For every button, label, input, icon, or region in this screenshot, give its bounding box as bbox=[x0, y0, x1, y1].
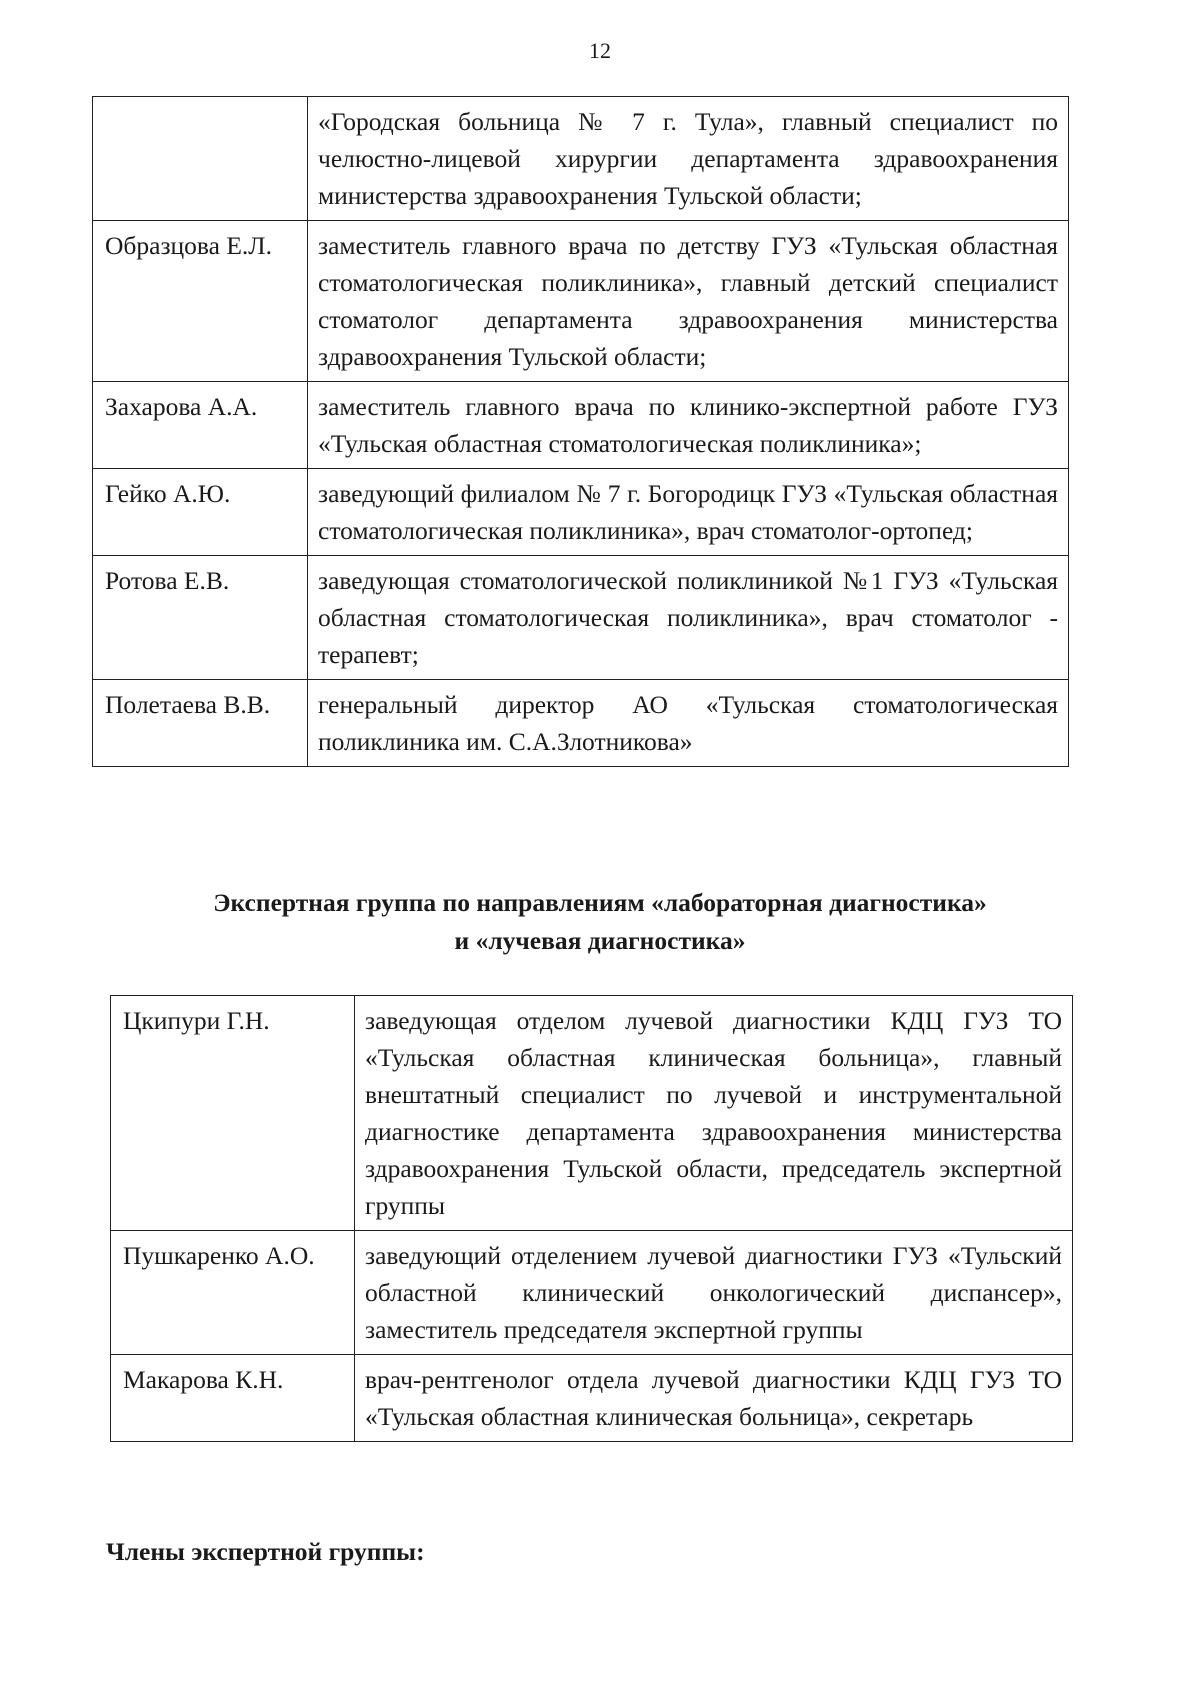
table-row bbox=[93, 221, 1069, 382]
committee-table-dental bbox=[92, 96, 1069, 767]
committee-table-diagnostics bbox=[110, 995, 1073, 1442]
member-name: Захарова А.А. bbox=[93, 382, 308, 469]
member-description: заведующий отделением лучевой диагностики ГУЗ «Тульский областной клинический онкологический диспансер», заместитель председателя экспертной группы bbox=[355, 1231, 1073, 1355]
member-description: «Городская больница № 7 г. Тула», главный специалист по челюстно-лицевой хирургии департамента здравоохранения министерства здравоохранения Тульской области; bbox=[308, 97, 1069, 221]
page-number: 12 bbox=[589, 38, 611, 63]
member-name bbox=[93, 97, 308, 221]
table-row bbox=[111, 1355, 1073, 1442]
member-name: Макарова К.Н. bbox=[111, 1355, 355, 1442]
member-name: Ротова Е.В. bbox=[93, 556, 308, 680]
table-row bbox=[111, 1231, 1073, 1355]
table-row bbox=[93, 97, 1069, 221]
table-row bbox=[93, 469, 1069, 556]
member-name: Образцова Е.Л. bbox=[93, 221, 308, 382]
member-description: генеральный директор АО «Тульская стоматологическая поликлиника им. С.А.Злотникова» bbox=[308, 680, 1069, 767]
member-description: врач-рентгенолог отдела лучевой диагностики КДЦ ГУЗ ТО «Тульская областная клиническая больница», секретарь bbox=[355, 1355, 1073, 1442]
member-description: заведующий филиалом № 7 г. Богородицк ГУЗ «Тульская областная стоматологическая поликлиника», врач стоматолог-ортопед; bbox=[308, 469, 1069, 556]
table-row bbox=[111, 996, 1073, 1231]
member-description: заместитель главного врача по детству ГУЗ «Тульская областная стоматологическая поликлиника», главный детский специалист стоматолог департамента здравоохранения министерства здравоохранения Тульской области; bbox=[308, 221, 1069, 382]
member-description: заместитель главного врача по клинико-экспертной работе ГУЗ «Тульская областная стоматологическая поликлиника»; bbox=[308, 382, 1069, 469]
table-row bbox=[93, 680, 1069, 767]
table-row bbox=[93, 382, 1069, 469]
member-name: Гейко А.Ю. bbox=[93, 469, 308, 556]
member-name: Пушкаренко А.О. bbox=[111, 1231, 355, 1355]
member-description: заведующая стоматологической поликлиникой №1 ГУЗ «Тульская областная стоматологическая поликлиника», врач стоматолог - терапевт; bbox=[308, 556, 1069, 680]
members-label: Члены экспертной группы: bbox=[106, 1537, 425, 1566]
member-name: Полетаева В.В. bbox=[93, 680, 308, 767]
member-description: заведующая отделом лучевой диагностики КДЦ ГУЗ ТО «Тульская областная клиническая больница», главный внештатный специалист по лучевой и инструментальной диагностике департамента здравоохранения министерства здравоохранения Тульской области, председатель экспертной группы bbox=[355, 996, 1073, 1231]
section-heading-line1: Экспертная группа по направлениям «лабораторная диагностика» bbox=[213, 888, 987, 917]
section-heading-line2: и «лучевая диагностика» bbox=[454, 926, 746, 955]
member-name: Цкипури Г.Н. bbox=[111, 996, 355, 1231]
table-row bbox=[93, 556, 1069, 680]
